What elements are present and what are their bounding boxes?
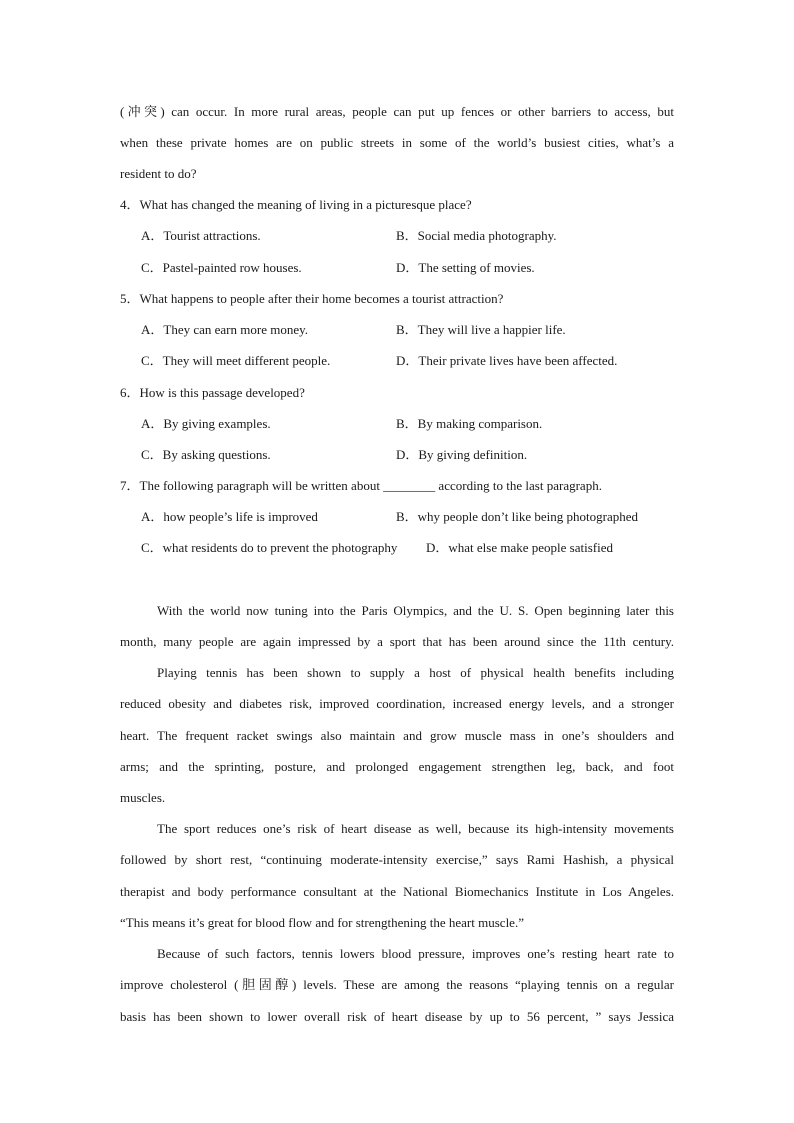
answer-option: C．By asking questions. — [141, 447, 271, 462]
answer-option: D．Their private lives have been affected. — [396, 353, 618, 368]
answer-option: A．how people’s life is improved — [141, 509, 318, 524]
question-stem: 7．The following paragraph will be written about ________ according to the last paragraph. — [120, 478, 602, 493]
passage-line: improve cholesterol (胆固醇) levels. These are among the reasons “playing tennis on a regular — [120, 977, 674, 992]
question-stem: 6．How is this passage developed? — [120, 385, 305, 400]
intro-line: resident to do? — [120, 166, 197, 181]
passage-line: month, many people are again impressed by a sport that has been around since the 11th century. — [120, 634, 674, 649]
answer-option: A．Tourist attractions. — [141, 228, 261, 243]
answer-option: B．By making comparison. — [396, 416, 543, 431]
passage-line: Playing tennis has been shown to supply a host of physical health benefits including — [157, 665, 674, 680]
answer-option: A．By giving examples. — [141, 416, 271, 431]
passage-line: With the world now tuning into the Paris Olympics, and the U. S. Open beginning later this — [157, 603, 674, 618]
intro-line: when these private homes are on public streets in some of the world’s busiest cities, what’s a — [120, 135, 674, 150]
passage-line: heart. The frequent racket swings also maintain and grow muscle mass in one’s shoulders and — [120, 728, 674, 743]
answer-option: C．They will meet different people. — [141, 353, 331, 368]
passage-line: reduced obesity and diabetes risk, improved coordination, increased energy levels, and a stronger — [120, 696, 674, 711]
passage-line: arms; and the sprinting, posture, and prolonged engagement strengthen leg, back, and foot — [120, 759, 674, 774]
question-stem: 4．What has changed the meaning of living in a picturesque place? — [120, 197, 472, 212]
answer-option: C．what residents do to prevent the photography — [141, 540, 398, 555]
intro-line: (冲突) can occur. In more rural areas, people can put up fences or other barriers to access, but — [120, 104, 674, 119]
answer-option: B．Social media photography. — [396, 228, 557, 243]
passage-line: “This means it’s great for blood flow and for strengthening the heart muscle.” — [120, 915, 524, 930]
answer-option: C．Pastel-painted row houses. — [141, 260, 302, 275]
passage-line: followed by short rest, “continuing moderate-intensity exercise,” says Rami Hashish, a physical — [120, 852, 674, 867]
passage-line: Because of such factors, tennis lowers blood pressure, improves one’s resting heart rate to — [157, 946, 674, 961]
answer-option: B．They will live a happier life. — [396, 322, 566, 337]
answer-option: D．The setting of movies. — [396, 260, 535, 275]
passage-line: therapist and body performance consultant at the National Biomechanics Institute in Los Angeles. — [120, 884, 674, 899]
passage-line: The sport reduces one’s risk of heart disease as well, because its high-intensity movements — [157, 821, 674, 836]
answer-option: D．By giving definition. — [396, 447, 528, 462]
question-stem: 5．What happens to people after their home becomes a tourist attraction? — [120, 291, 504, 306]
answer-option: A．They can earn more money. — [141, 322, 309, 337]
passage-line: muscles. — [120, 790, 166, 805]
passage-line: basis has been shown to lower overall risk of heart disease by up to 56 percent, ” says Jessica — [120, 1009, 674, 1024]
answer-option: D．what else make people satisfied — [426, 540, 613, 555]
answer-option: B．why people don’t like being photographed — [396, 509, 639, 524]
